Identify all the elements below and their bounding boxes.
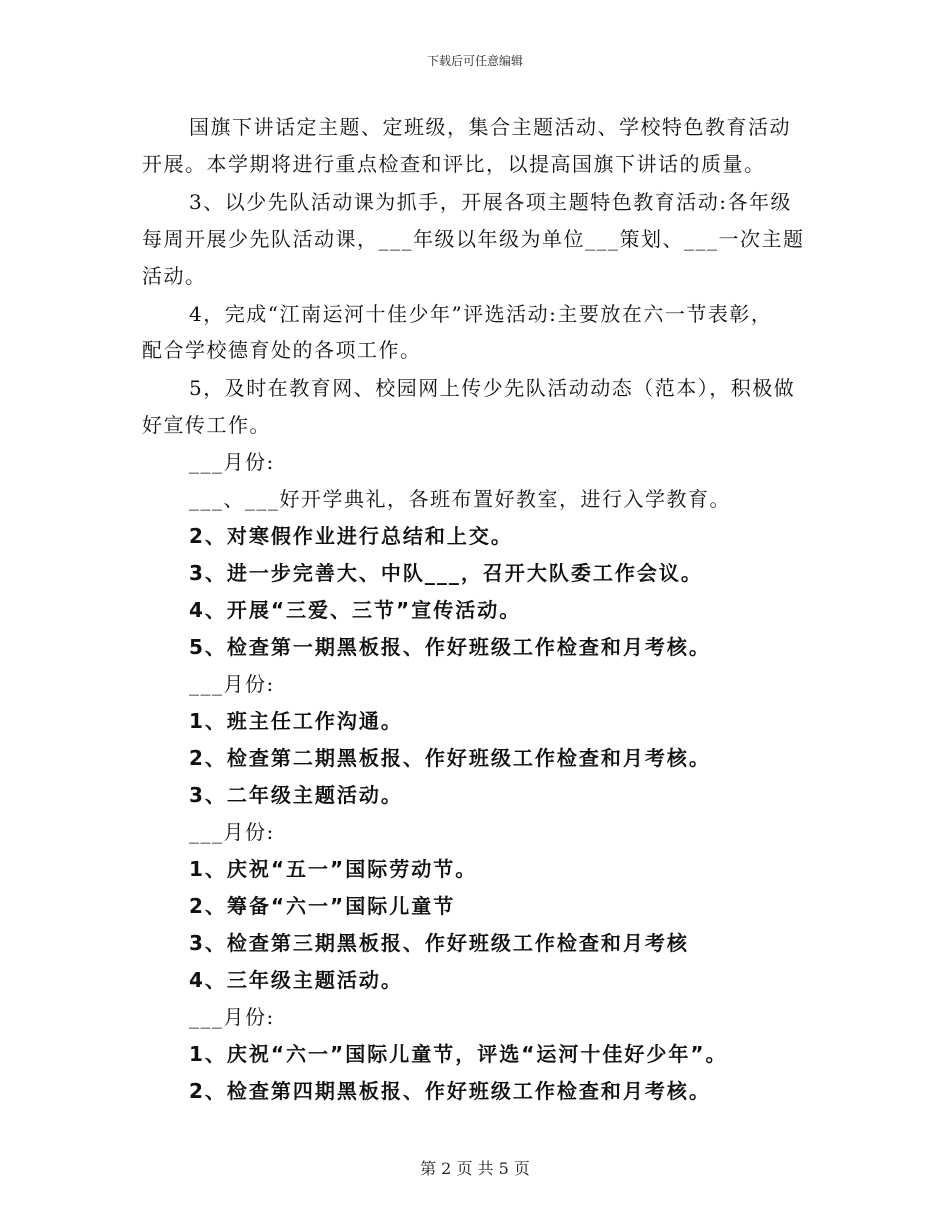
paragraph-line: 5，及时在教育网、校园网上传少先队活动动态（范本），积极做: [189, 376, 796, 400]
page-number: 第 2 页 共 5 页: [420, 1159, 530, 1178]
month-heading: ___月份:: [189, 820, 275, 844]
paragraph-line: 活动。: [142, 264, 207, 288]
month-item: 3、进一步完善大、中队___，召开大队委工作会议。: [189, 561, 703, 585]
month-item: 3、二年级主题活动。: [189, 783, 403, 807]
month-heading: ___月份:: [189, 1005, 275, 1029]
paragraph-line: 国旗下讲话定主题、定班级，集合主题活动、学校特色教育活动: [189, 115, 791, 139]
paragraph-line: 开展。本学期将进行重点检查和评比，以提高国旗下讲话的质量。: [142, 152, 766, 176]
month-item: 1、庆祝“五一”国际劳动节。: [189, 857, 478, 881]
month-item: 2、对寒假作业进行总结和上交。: [189, 524, 513, 548]
paragraph-line: 好宣传工作。: [142, 413, 271, 437]
month-item: 1、班主任工作沟通。: [189, 709, 403, 733]
month-item: 2、筹备“六一”国际儿童节: [189, 894, 456, 918]
paragraph-line: 每周开展少先队活动课，___年级以年级为单位___策划、___一次主题: [142, 227, 805, 251]
month-item: 4、三年级主题活动。: [189, 968, 403, 992]
paragraph-line: 配合学校德育处的各项工作。: [142, 338, 422, 362]
month-item: 4、开展“三爱、三节”宣传活动。: [189, 598, 522, 622]
month-heading: ___月份:: [189, 672, 275, 696]
month-item: 2、检查第二期黑板报、作好班级工作检查和月考核。: [189, 746, 711, 770]
paragraph-line: 4，完成“江南运河十佳少年”评选活动:主要放在六一节表彰，: [189, 302, 773, 326]
month-heading: ___月份:: [189, 450, 275, 474]
month-item: 5、检查第一期黑板报、作好班级工作检查和月考核。: [189, 635, 711, 659]
month-item: 3、检查第三期黑板报、作好班级工作检查和月考核: [189, 931, 689, 955]
month-item: ___、___好开学典礼，各班布置好教室，进行入学教育。: [189, 487, 731, 511]
header-note: 下载后可任意编辑: [426, 54, 523, 68]
month-item: 2、检查第四期黑板报、作好班级工作检查和月考核。: [189, 1079, 711, 1103]
month-item: 1、庆祝“六一”国际儿童节，评选“运河十佳好少年”。: [189, 1042, 728, 1066]
paragraph-line: 3、以少先队活动课为抓手，开展各项主题特色教育活动:各年级: [189, 190, 792, 214]
